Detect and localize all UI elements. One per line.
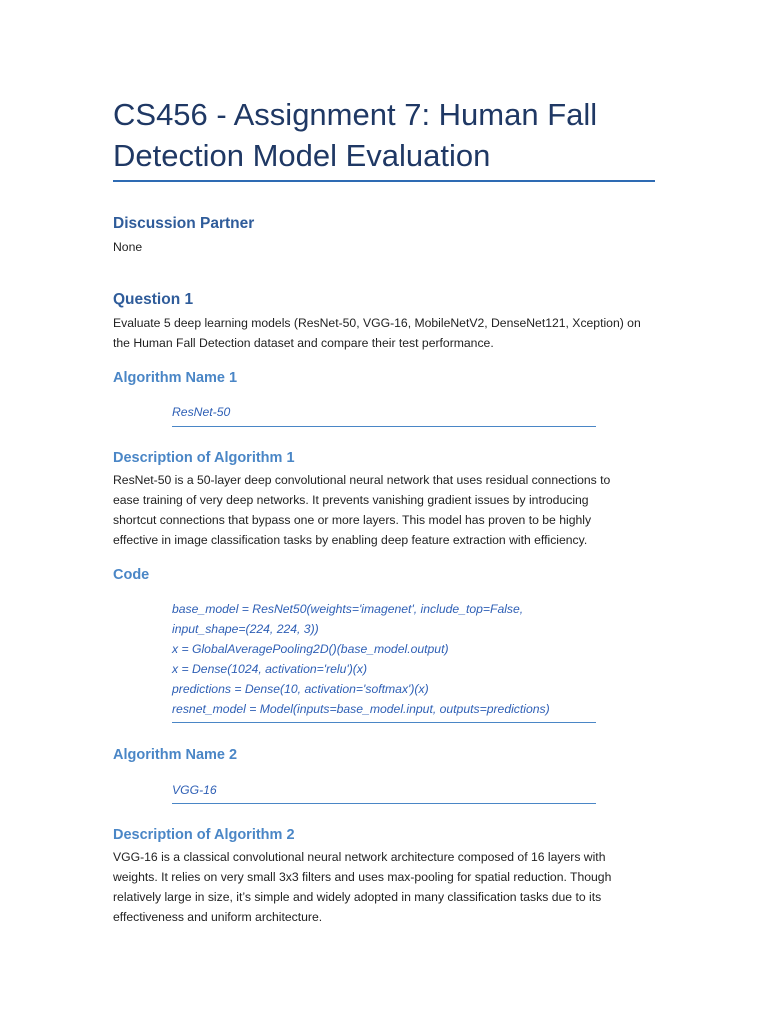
code-block: [172, 599, 550, 719]
paragraph-line: VGG-16 is a classical convolutional neural network architecture composed of 16 layers with: [113, 850, 606, 864]
code-line: resnet_model = Model(inputs=base_model.input, outputs=predictions): [172, 702, 550, 716]
description-2-text: [113, 847, 653, 927]
algorithm-name-2-underline: [172, 803, 596, 804]
description-1-heading: Description of Algorithm 1: [113, 450, 295, 466]
algorithm-name-2-value: VGG-16: [172, 783, 217, 797]
paragraph-line: relatively large in size, it’s simple and widely adopted in many classification tasks due to its: [113, 890, 602, 904]
code-line: base_model = ResNet50(weights='imagenet', include_top=False,: [172, 602, 524, 616]
paragraph-line: effectiveness and uniform architecture.: [113, 910, 323, 924]
algorithm-name-1-heading: Algorithm Name 1: [113, 370, 238, 386]
title-underline: [113, 180, 655, 182]
paragraph-line: weights. It relies on very small 3x3 filters and uses max-pooling for spatial reduction. Though: [113, 870, 612, 884]
code-line: x = Dense(1024, activation='relu')(x): [172, 662, 368, 676]
document-title: [113, 94, 673, 176]
code-heading: Code: [113, 567, 150, 583]
title-line-1: CS456 - Assignment 7: Human Fall: [113, 97, 598, 132]
paragraph-line: ResNet-50 is a 50-layer deep convolutional neural network that uses residual connections to: [113, 473, 611, 487]
algorithm-name-1-underline: [172, 426, 596, 427]
question-1-heading: Question 1: [113, 291, 194, 308]
paragraph-line: shortcut connections that bypass one or more layers. This model has proven to be highly: [113, 513, 592, 527]
question-1-text: [113, 313, 653, 353]
code-block-underline: [172, 722, 596, 723]
paragraph-line: Evaluate 5 deep learning models (ResNet-50, VGG-16, MobileNetV2, DenseNet121, Xception) on: [113, 316, 641, 330]
title-line-2: Detection Model Evaluation: [113, 138, 491, 173]
paragraph-line: ease training of very deep networks. It prevents vanishing gradient issues by introducing: [113, 493, 589, 507]
code-line: input_shape=(224, 224, 3)): [172, 622, 319, 636]
code-line: x = GlobalAveragePooling2D()(base_model.output): [172, 642, 449, 656]
paragraph-line: effective in image classification tasks by enabling deep feature extraction with efficiency.: [113, 533, 588, 547]
description-1-text: [113, 470, 653, 550]
discussion-partner-value: None: [113, 240, 143, 254]
description-2-heading: Description of Algorithm 2: [113, 827, 295, 843]
algorithm-name-2-heading: Algorithm Name 2: [113, 747, 238, 763]
code-line: predictions = Dense(10, activation='softmax')(x): [172, 682, 429, 696]
algorithm-name-1-value: ResNet-50: [172, 405, 231, 419]
paragraph-line: the Human Fall Detection dataset and compare their test performance.: [113, 336, 494, 350]
discussion-partner-heading: Discussion Partner: [113, 215, 255, 232]
